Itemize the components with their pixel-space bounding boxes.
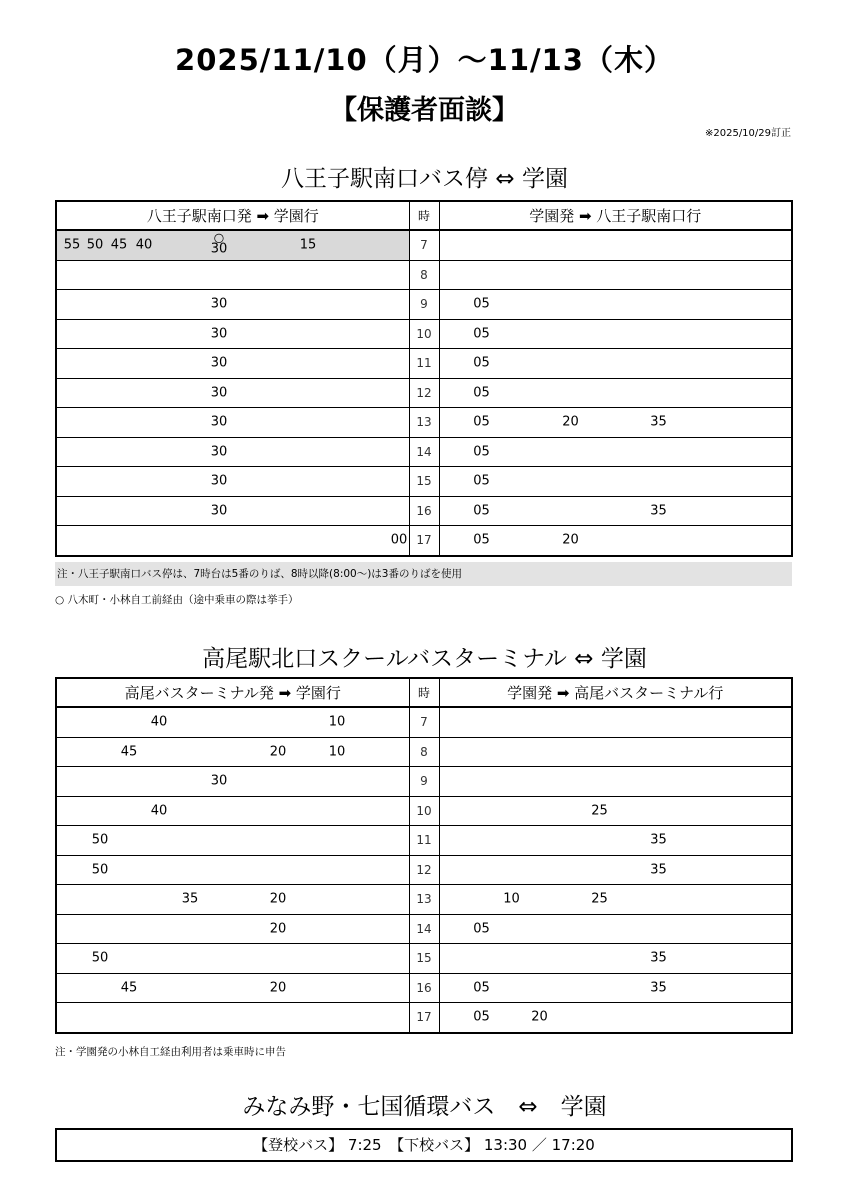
col-header-to-school: 八王子駅南口発 ➡ 学園行 xyxy=(56,201,409,230)
departure-minute: 30 xyxy=(210,385,228,401)
minamino-section-title: みなみ野・七国循環バス ⇔ 学園 xyxy=(242,1094,607,1120)
timetable-row xyxy=(56,526,792,556)
departure-minute: 20 xyxy=(531,1009,548,1025)
hour-cell: 11 xyxy=(409,826,439,856)
departure-minute: 35 xyxy=(650,980,667,996)
timetable-row xyxy=(56,290,792,320)
departure-minute: 05 xyxy=(473,355,490,371)
from-school-cell xyxy=(439,767,792,797)
correction-note: ※2025/10/29訂正 xyxy=(704,128,791,139)
departure-minute: 45 xyxy=(110,237,128,253)
departure-minute: 15 xyxy=(299,237,317,253)
departure-minute: 30 xyxy=(210,773,228,789)
hachioji-note-route: ○ 八木町・小林自工前経由（途中乗車の際は挙手） xyxy=(55,594,299,606)
timetable-row xyxy=(56,408,792,438)
hour-cell: 17 xyxy=(409,1003,439,1033)
to-school-cell xyxy=(56,467,409,497)
hour-cell: 10 xyxy=(409,319,439,349)
departure-minute: 20 xyxy=(269,744,287,760)
to-school-cell xyxy=(56,378,409,408)
timetable-row xyxy=(56,737,792,767)
timetable-row xyxy=(56,973,792,1003)
col-header-hour: 時 xyxy=(409,678,439,707)
hour-cell: 11 xyxy=(409,349,439,379)
hour-cell: 8 xyxy=(409,737,439,767)
departure-minute: 55 xyxy=(63,237,81,253)
timetable-row xyxy=(56,230,792,260)
to-school-cell xyxy=(56,796,409,826)
departure-minute: 35 xyxy=(181,891,199,907)
from-school-cell xyxy=(439,885,792,915)
timetable-row xyxy=(56,260,792,290)
departure-minute: 10 xyxy=(503,891,520,907)
from-school-cell xyxy=(439,1003,792,1033)
departure-minute: 40 xyxy=(150,714,168,730)
departure-minute: 30 xyxy=(210,414,228,430)
hour-cell: 14 xyxy=(409,914,439,944)
timetable-row xyxy=(56,796,792,826)
hachioji-timetable xyxy=(55,200,793,557)
to-school-cell xyxy=(56,496,409,526)
from-school-cell xyxy=(439,349,792,379)
from-school-cell xyxy=(439,526,792,556)
timetable-row xyxy=(56,767,792,797)
hour-cell: 16 xyxy=(409,973,439,1003)
departure-minute: 50 xyxy=(91,832,109,848)
hachioji-section-title: 八王子駅南口バス停 ⇔ 学園 xyxy=(281,166,568,192)
from-school-cell xyxy=(439,855,792,885)
departure-minute: 20 xyxy=(269,891,287,907)
departure-minute: 30 xyxy=(210,355,228,371)
from-school-cell xyxy=(439,378,792,408)
takao-note: 注・学園発の小林自工経由利用者は乗車時に申告 xyxy=(55,1046,286,1058)
departure-minute: 30 xyxy=(210,296,228,312)
timetable-row xyxy=(56,1003,792,1033)
from-school-cell xyxy=(439,290,792,320)
from-school-cell xyxy=(439,408,792,438)
hour-cell: 15 xyxy=(409,467,439,497)
departure-minute: 45 xyxy=(120,980,138,996)
departure-minute: 50 xyxy=(91,950,109,966)
to-school-cell xyxy=(56,885,409,915)
departure-minute: 45 xyxy=(120,744,138,760)
takao-section-title: 高尾駅北口スクールバスターミナル ⇔ 学園 xyxy=(202,646,647,672)
hour-cell: 7 xyxy=(409,230,439,260)
hour-cell: 8 xyxy=(409,260,439,290)
to-school-cell xyxy=(56,437,409,467)
hour-cell: 16 xyxy=(409,496,439,526)
hour-cell: 12 xyxy=(409,855,439,885)
from-school-cell xyxy=(439,973,792,1003)
departure-minute: 05 xyxy=(473,1009,490,1025)
departure-minute: 35 xyxy=(650,414,667,430)
hour-cell: 12 xyxy=(409,378,439,408)
hour-cell: 9 xyxy=(409,767,439,797)
from-school-cell xyxy=(439,737,792,767)
departure-minute: 10 xyxy=(328,714,346,730)
departure-minute: 40 xyxy=(135,237,153,253)
from-school-cell xyxy=(439,319,792,349)
hour-cell: 10 xyxy=(409,796,439,826)
to-school-cell xyxy=(56,707,409,737)
timetable-row xyxy=(56,707,792,737)
departure-minute: 35 xyxy=(650,832,667,848)
departure-minute: 50 xyxy=(86,237,104,253)
departure-minute: 20 xyxy=(269,980,287,996)
to-school-cell xyxy=(56,855,409,885)
departure-minute: 05 xyxy=(473,980,490,996)
via-route-mark: ○ xyxy=(213,230,225,245)
departure-minute: 00 xyxy=(390,532,408,548)
to-school-cell xyxy=(56,767,409,797)
timetable-row xyxy=(56,437,792,467)
col-header-from-school: 学園発 ➡ 八王子駅南口行 xyxy=(439,201,792,230)
from-school-cell xyxy=(439,496,792,526)
hour-cell: 13 xyxy=(409,408,439,438)
hour-cell: 13 xyxy=(409,885,439,915)
timetable-row xyxy=(56,885,792,915)
from-school-cell xyxy=(439,914,792,944)
departure-minute: 05 xyxy=(473,296,490,312)
timetable-row xyxy=(56,378,792,408)
timetable-row xyxy=(56,467,792,497)
departure-minute: 05 xyxy=(473,414,490,430)
to-school-cell xyxy=(56,260,409,290)
timetable-row xyxy=(56,914,792,944)
departure-minute: 35 xyxy=(650,862,667,878)
timetable-row xyxy=(56,826,792,856)
from-school-cell xyxy=(439,260,792,290)
from-school-cell xyxy=(439,467,792,497)
departure-minute: 30 xyxy=(210,444,228,460)
departure-minute: 05 xyxy=(473,326,490,342)
page-title: 2025/11/10（月）～11/13（木） xyxy=(175,43,674,77)
timetable-row xyxy=(56,319,792,349)
departure-minute: 20 xyxy=(562,414,579,430)
takao-timetable xyxy=(55,677,793,1034)
to-school-cell xyxy=(56,319,409,349)
to-school-cell xyxy=(56,349,409,379)
departure-minute: 35 xyxy=(650,503,667,519)
departure-minute: 25 xyxy=(591,803,608,819)
to-school-cell xyxy=(56,944,409,974)
departure-minute: 30 xyxy=(210,503,228,519)
departure-minute: 20 xyxy=(269,921,287,937)
departure-minute: 05 xyxy=(473,921,490,937)
departure-minute: 25 xyxy=(591,891,608,907)
hour-cell: 9 xyxy=(409,290,439,320)
col-header-from-school: 学園発 ➡ 高尾バスターミナル行 xyxy=(439,678,792,707)
to-school-cell xyxy=(56,230,409,260)
departure-minute: 40 xyxy=(150,803,168,819)
to-school-cell xyxy=(56,408,409,438)
col-header-hour: 時 xyxy=(409,201,439,230)
to-school-cell xyxy=(56,1003,409,1033)
timetable-row xyxy=(56,349,792,379)
departure-minute: 30 ○ xyxy=(210,230,228,257)
departure-minute: 50 xyxy=(91,862,109,878)
departure-minute: 20 xyxy=(562,532,579,548)
departure-minute: 05 xyxy=(473,532,490,548)
departure-minute: 05 xyxy=(473,503,490,519)
from-school-cell xyxy=(439,707,792,737)
departure-minute: 30 xyxy=(210,473,228,489)
minamino-schedule-box: 【登校バス】 7:25 【下校バス】 13:30 ／ 17:20 xyxy=(55,1128,793,1162)
hour-cell: 7 xyxy=(409,707,439,737)
hachioji-note-platform: 注・八王子駅南口バス停は、7時台は5番のりば、8時以降(8:00～)は3番のりばを使用 xyxy=(55,562,792,586)
from-school-cell xyxy=(439,230,792,260)
from-school-cell xyxy=(439,944,792,974)
departure-minute: 05 xyxy=(473,385,490,401)
timetable-row xyxy=(56,855,792,885)
departure-minute: 30 xyxy=(210,326,228,342)
hour-cell: 14 xyxy=(409,437,439,467)
hour-cell: 15 xyxy=(409,944,439,974)
to-school-cell xyxy=(56,526,409,556)
from-school-cell xyxy=(439,437,792,467)
departure-minute: 35 xyxy=(650,950,667,966)
to-school-cell xyxy=(56,973,409,1003)
page-subtitle: 【保護者面談】 xyxy=(330,95,519,126)
timetable-row xyxy=(56,496,792,526)
timetable-row xyxy=(56,944,792,974)
from-school-cell xyxy=(439,826,792,856)
departure-minute: 10 xyxy=(328,744,346,760)
from-school-cell xyxy=(439,796,792,826)
to-school-cell xyxy=(56,737,409,767)
departure-minute: 05 xyxy=(473,444,490,460)
departure-minute: 05 xyxy=(473,473,490,489)
to-school-cell xyxy=(56,914,409,944)
to-school-cell xyxy=(56,826,409,856)
col-header-to-school: 高尾バスターミナル発 ➡ 学園行 xyxy=(56,678,409,707)
to-school-cell xyxy=(56,290,409,320)
hour-cell: 17 xyxy=(409,526,439,556)
